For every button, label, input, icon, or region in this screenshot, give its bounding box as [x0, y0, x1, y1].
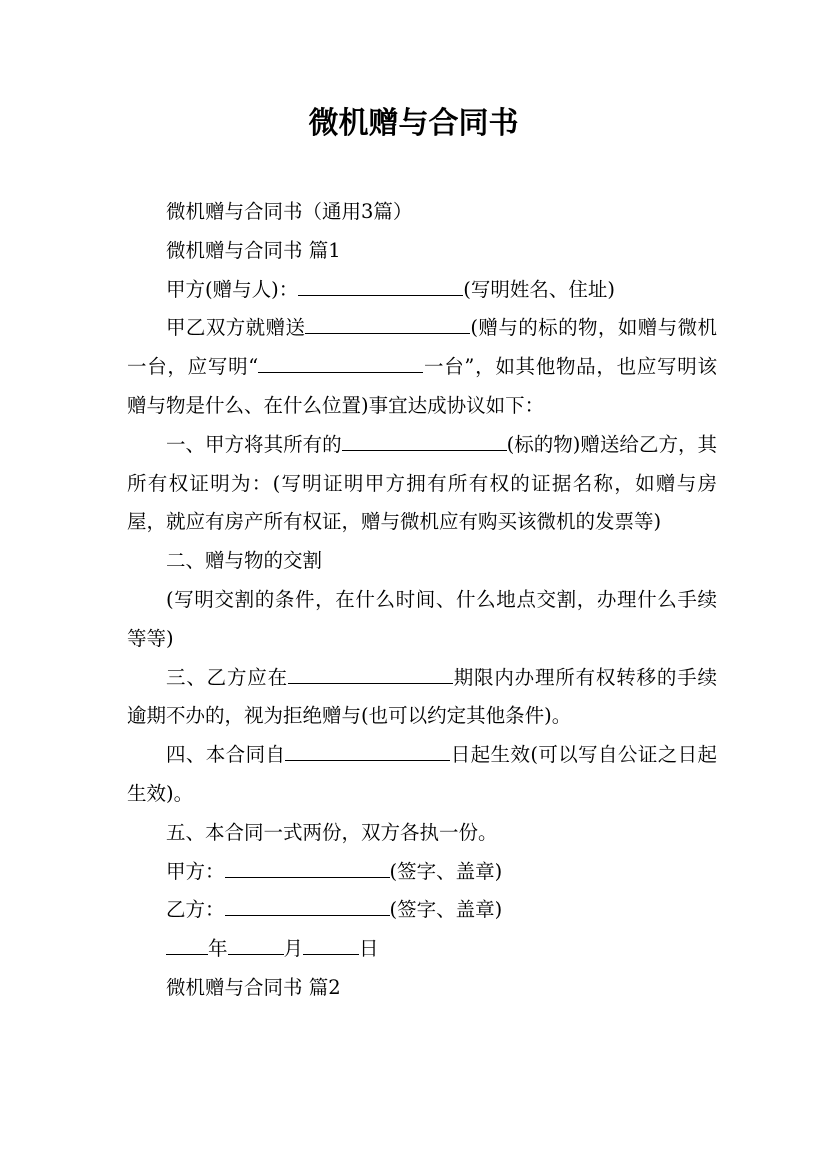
date-month-blank [228, 932, 284, 955]
clause-1-text-2: (标的物)赠送给乙方，其所有权证明为：(写明证明甲方拥有所有权的证据名称，如赠与房屋，就应有房产所有权证，赠与微机应有购买该微机的发票等) [127, 432, 717, 534]
paragraph-date [127, 930, 717, 969]
clause-1-text-1: 一、甲方将其所有的 [166, 432, 342, 456]
paragraph-clause-4 [127, 736, 717, 814]
sign-party-a-note: (签字、盖章) [389, 859, 503, 883]
clause-3-text-2: 期限内办理所有权转移的手续逾期不办的，视为拒绝赠与(也可以约定其他条件)。 [127, 665, 717, 728]
sign-party-a-label: 甲方： [166, 859, 225, 883]
paragraph-subtitle: 微机赠与合同书（通用3篇） [166, 200, 413, 223]
sign-party-a-blank [225, 855, 390, 878]
sign-party-b-label: 乙方： [166, 898, 225, 922]
paragraph-sign-party-b [127, 891, 717, 930]
gift-subject-text-1: 甲乙双方就赠送 [166, 316, 306, 340]
clause-3-blank [288, 661, 453, 684]
date-day-blank [303, 932, 359, 955]
document-title: 微机赠与合同书 [308, 106, 519, 141]
clause-4-text-1: 四、本合同自 [166, 743, 286, 767]
paragraph-clause-2-heading: 二、赠与物的交割 [166, 549, 323, 573]
paragraph-section-1-heading: 微机赠与合同书 篇1 [166, 238, 341, 262]
party-a-note: (写明姓名、住址) [463, 277, 615, 301]
party-a-blank [298, 273, 463, 296]
paragraph-sign-party-a [127, 853, 717, 892]
gift-subject-text-2: (赠与的标的物，如赠与微机一台，应写明“ [127, 316, 717, 379]
sign-party-b-blank [225, 893, 390, 916]
paragraph-clause-2-body: (写明交割的条件，在什么时间、什么地点交割，办理什么手续等等) [127, 587, 717, 650]
gift-subject-text-3: 一台”，如其他物品，也应写明该赠与物是什么、在什么位置)事宜达成协议如下： [127, 355, 717, 417]
paragraph-section-2-heading: 微机赠与合同书 篇2 [166, 975, 341, 999]
date-year-label: 年 [208, 937, 228, 961]
clause-1-blank [342, 428, 507, 451]
clause-4-text-2: 日起生效(可以写自公证之日起生效)。 [127, 743, 717, 805]
gift-subject-blank-1 [305, 311, 470, 334]
date-month-label: 月 [283, 937, 304, 961]
paragraph-clause-5: 五、本合同一式两份，双方各执一份。 [166, 820, 498, 844]
date-year-blank [166, 932, 208, 955]
gift-subject-blank-2 [258, 350, 423, 373]
paragraph-gift-subject [127, 309, 717, 425]
paragraph-party-a [127, 271, 717, 310]
document-body [127, 193, 717, 1008]
clause-3-text-1: 三、乙方应在 [166, 665, 288, 689]
date-day-label: 日 [359, 937, 379, 961]
clause-4-blank [285, 738, 450, 761]
paragraph-clause-1 [127, 426, 717, 542]
sign-party-b-note: (签字、盖章) [389, 898, 503, 922]
party-a-label: 甲方(赠与人)： [166, 277, 299, 301]
paragraph-clause-3 [127, 659, 717, 737]
